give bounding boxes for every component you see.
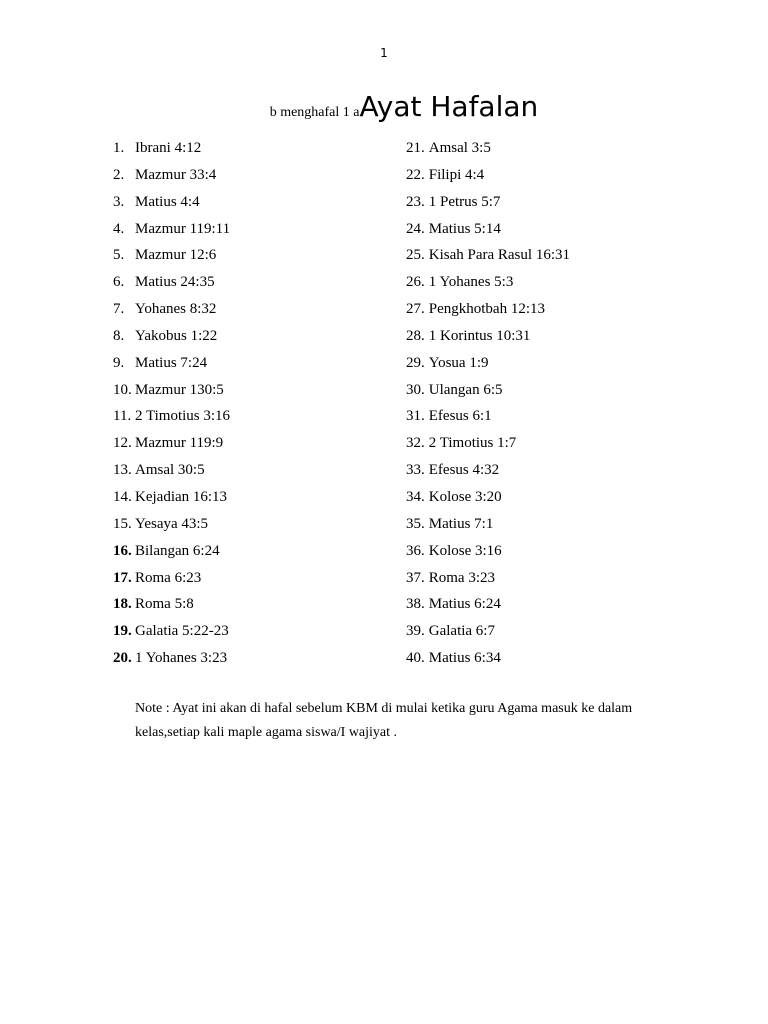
verse-reference: Matius 7:1: [428, 515, 494, 532]
verse-reference: Kisah Para Rasul 16:31: [428, 247, 570, 264]
verse-number: 28.: [406, 327, 425, 344]
verse-reference: Roma 3:23: [428, 569, 495, 586]
verse-reference: Kolose 3:20: [428, 488, 502, 505]
verse-list-item: [406, 137, 570, 164]
verse-number: 2.: [113, 166, 125, 183]
verse-list-item: [113, 379, 230, 406]
verse-list-item: [406, 352, 570, 379]
verse-list-item: [406, 405, 570, 432]
verse-number: 34.: [406, 488, 425, 505]
verse-list-item: [406, 325, 570, 352]
title-text: Ayat Hafalan: [359, 90, 539, 123]
verse-reference: 1 Yohanes 5:3: [428, 274, 514, 291]
verse-number: 19.: [113, 623, 132, 640]
verse-reference: 2 Timotius 1:7: [428, 435, 517, 452]
verse-list-right: [406, 137, 570, 674]
verse-number: 24.: [406, 220, 425, 237]
verse-number: 32.: [406, 435, 425, 452]
verse-list-item: [113, 191, 230, 218]
verse-list-item: [406, 218, 570, 245]
page-title: [0, 90, 768, 123]
verse-list-item: [406, 459, 570, 486]
verse-list-item: [113, 271, 230, 298]
verse-list-item: [113, 325, 230, 352]
verse-list-item: [406, 271, 570, 298]
verse-reference: Mazmur 33:4: [135, 166, 217, 183]
verse-reference: Yohanes 8:32: [135, 301, 217, 318]
verse-reference: Kejadian 16:13: [135, 488, 228, 505]
verse-number: 35.: [406, 515, 425, 532]
verse-list-item: [113, 459, 230, 486]
note-text: Note : Ayat ini akan di hafal sebelum KBM di mulai ketika guru Agama masuk ke dalam kelas,setiap kali maple agama siswa/I wajiyat .: [135, 701, 633, 740]
verse-list-item: [113, 513, 230, 540]
verse-reference: Filipi 4:4: [428, 166, 485, 183]
title-prefix: b menghafal 1 a: [269, 105, 360, 120]
verse-list-item: [113, 620, 230, 647]
verse-number: 25.: [406, 247, 425, 264]
verse-list-item: [406, 486, 570, 513]
verse-reference: Roma 5:8: [135, 596, 194, 613]
verse-reference: Ibrani 4:12: [135, 140, 202, 156]
verse-number: 22.: [406, 166, 425, 183]
verse-number: 38.: [406, 596, 425, 613]
verse-number: 36.: [406, 542, 425, 559]
verse-reference: 1 Petrus 5:7: [428, 193, 501, 210]
verse-number: 9.: [113, 354, 125, 371]
verse-list-item: [406, 647, 570, 674]
verse-reference: Yesaya 43:5: [135, 515, 209, 532]
verse-reference: Kolose 3:16: [428, 542, 502, 559]
verse-reference: 2 Timotius 3:16: [135, 408, 231, 425]
verse-number: 14.: [113, 488, 132, 505]
verse-list-item: [113, 405, 230, 432]
verse-list-item: [406, 620, 570, 647]
verse-reference: Mazmur 119:11: [135, 220, 231, 237]
verse-number: 5.: [113, 247, 125, 264]
verse-number: 17.: [113, 569, 132, 586]
verse-number: 4.: [113, 220, 125, 237]
verse-reference: Matius 6:34: [428, 650, 501, 667]
verse-number: 3.: [113, 193, 125, 210]
verse-number: 11.: [113, 408, 132, 425]
verse-list-item: [406, 379, 570, 406]
verse-reference: Yakobus 1:22: [135, 327, 218, 344]
verse-reference: Mazmur 130:5: [135, 381, 224, 398]
verse-number: 39.: [406, 623, 425, 640]
verse-reference: Matius 7:24: [135, 354, 208, 371]
verse-reference: Mazmur 119:9: [135, 435, 224, 452]
verse-reference: Yosua 1:9: [428, 354, 489, 371]
verse-number: 31.: [406, 408, 425, 425]
verse-number: 6.: [113, 274, 125, 291]
verse-list-item: [113, 137, 230, 164]
verse-reference: Pengkhotbah 12:13: [428, 301, 545, 318]
verse-list-item: [113, 647, 230, 674]
verse-number: 30.: [406, 381, 425, 398]
verse-number: 37.: [406, 569, 425, 586]
verse-list-item: [113, 218, 230, 245]
verse-number: 23.: [406, 193, 425, 210]
verse-number: 40.: [406, 650, 425, 667]
verse-reference: Bilangan 6:24: [135, 542, 220, 559]
verse-number: 20.: [113, 650, 132, 667]
verse-list-item: [406, 432, 570, 459]
page-number: 1: [380, 46, 388, 60]
verse-reference: Galatia 6:7: [428, 623, 495, 640]
verse-reference: Ulangan 6:5: [428, 381, 503, 398]
verse-number: 29.: [406, 354, 425, 371]
verse-number: 1.: [113, 140, 125, 156]
verse-list-item: [113, 244, 230, 271]
verse-number: 27.: [406, 301, 425, 318]
verse-list-item: [113, 593, 230, 620]
verse-list-item: [113, 164, 230, 191]
verse-reference: Amsal 3:5: [428, 140, 491, 156]
verse-number: 15.: [113, 515, 132, 532]
verse-list-item: [113, 432, 230, 459]
verse-list-item: [406, 567, 570, 594]
verse-list-item: [113, 298, 230, 325]
verse-list-item: [406, 244, 570, 271]
verse-reference: Matius 24:35: [135, 274, 215, 291]
verse-list-item: [406, 298, 570, 325]
verse-list-left: [113, 137, 230, 674]
verse-reference: Matius 6:24: [428, 596, 501, 613]
verse-reference: Matius 4:4: [135, 193, 200, 210]
verse-reference: Galatia 5:22-23: [135, 623, 229, 640]
verse-list-item: [113, 486, 230, 513]
verse-reference: 1 Yohanes 3:23: [135, 650, 228, 667]
verse-list-item: [113, 352, 230, 379]
verse-list-item: [406, 164, 570, 191]
verse-reference: Amsal 30:5: [135, 462, 205, 479]
verse-reference: Roma 6:23: [135, 569, 202, 586]
verse-number: 7.: [113, 301, 125, 318]
verse-reference: Efesus 6:1: [428, 408, 492, 425]
verse-number: 13.: [113, 462, 132, 479]
verse-number: 10.: [113, 381, 132, 398]
verse-number: 18.: [113, 596, 132, 613]
verse-number: 12.: [113, 435, 132, 452]
verse-list-item: [406, 593, 570, 620]
verse-list-item: [406, 540, 570, 567]
verse-reference: 1 Korintus 10:31: [428, 327, 531, 344]
verse-number: 21.: [406, 140, 425, 156]
verse-reference: Matius 5:14: [428, 220, 501, 237]
verse-reference: Efesus 4:32: [428, 462, 500, 479]
verse-number: 33.: [406, 462, 425, 479]
verse-number: 8.: [113, 327, 125, 344]
verse-list-item: [113, 567, 230, 594]
verse-reference: Mazmur 12:6: [135, 247, 217, 264]
verse-list-item: [406, 191, 570, 218]
verse-list-item: [406, 513, 570, 540]
verse-list-item: [113, 540, 230, 567]
verse-number: 26.: [406, 274, 425, 291]
verse-number: 16.: [113, 542, 132, 559]
